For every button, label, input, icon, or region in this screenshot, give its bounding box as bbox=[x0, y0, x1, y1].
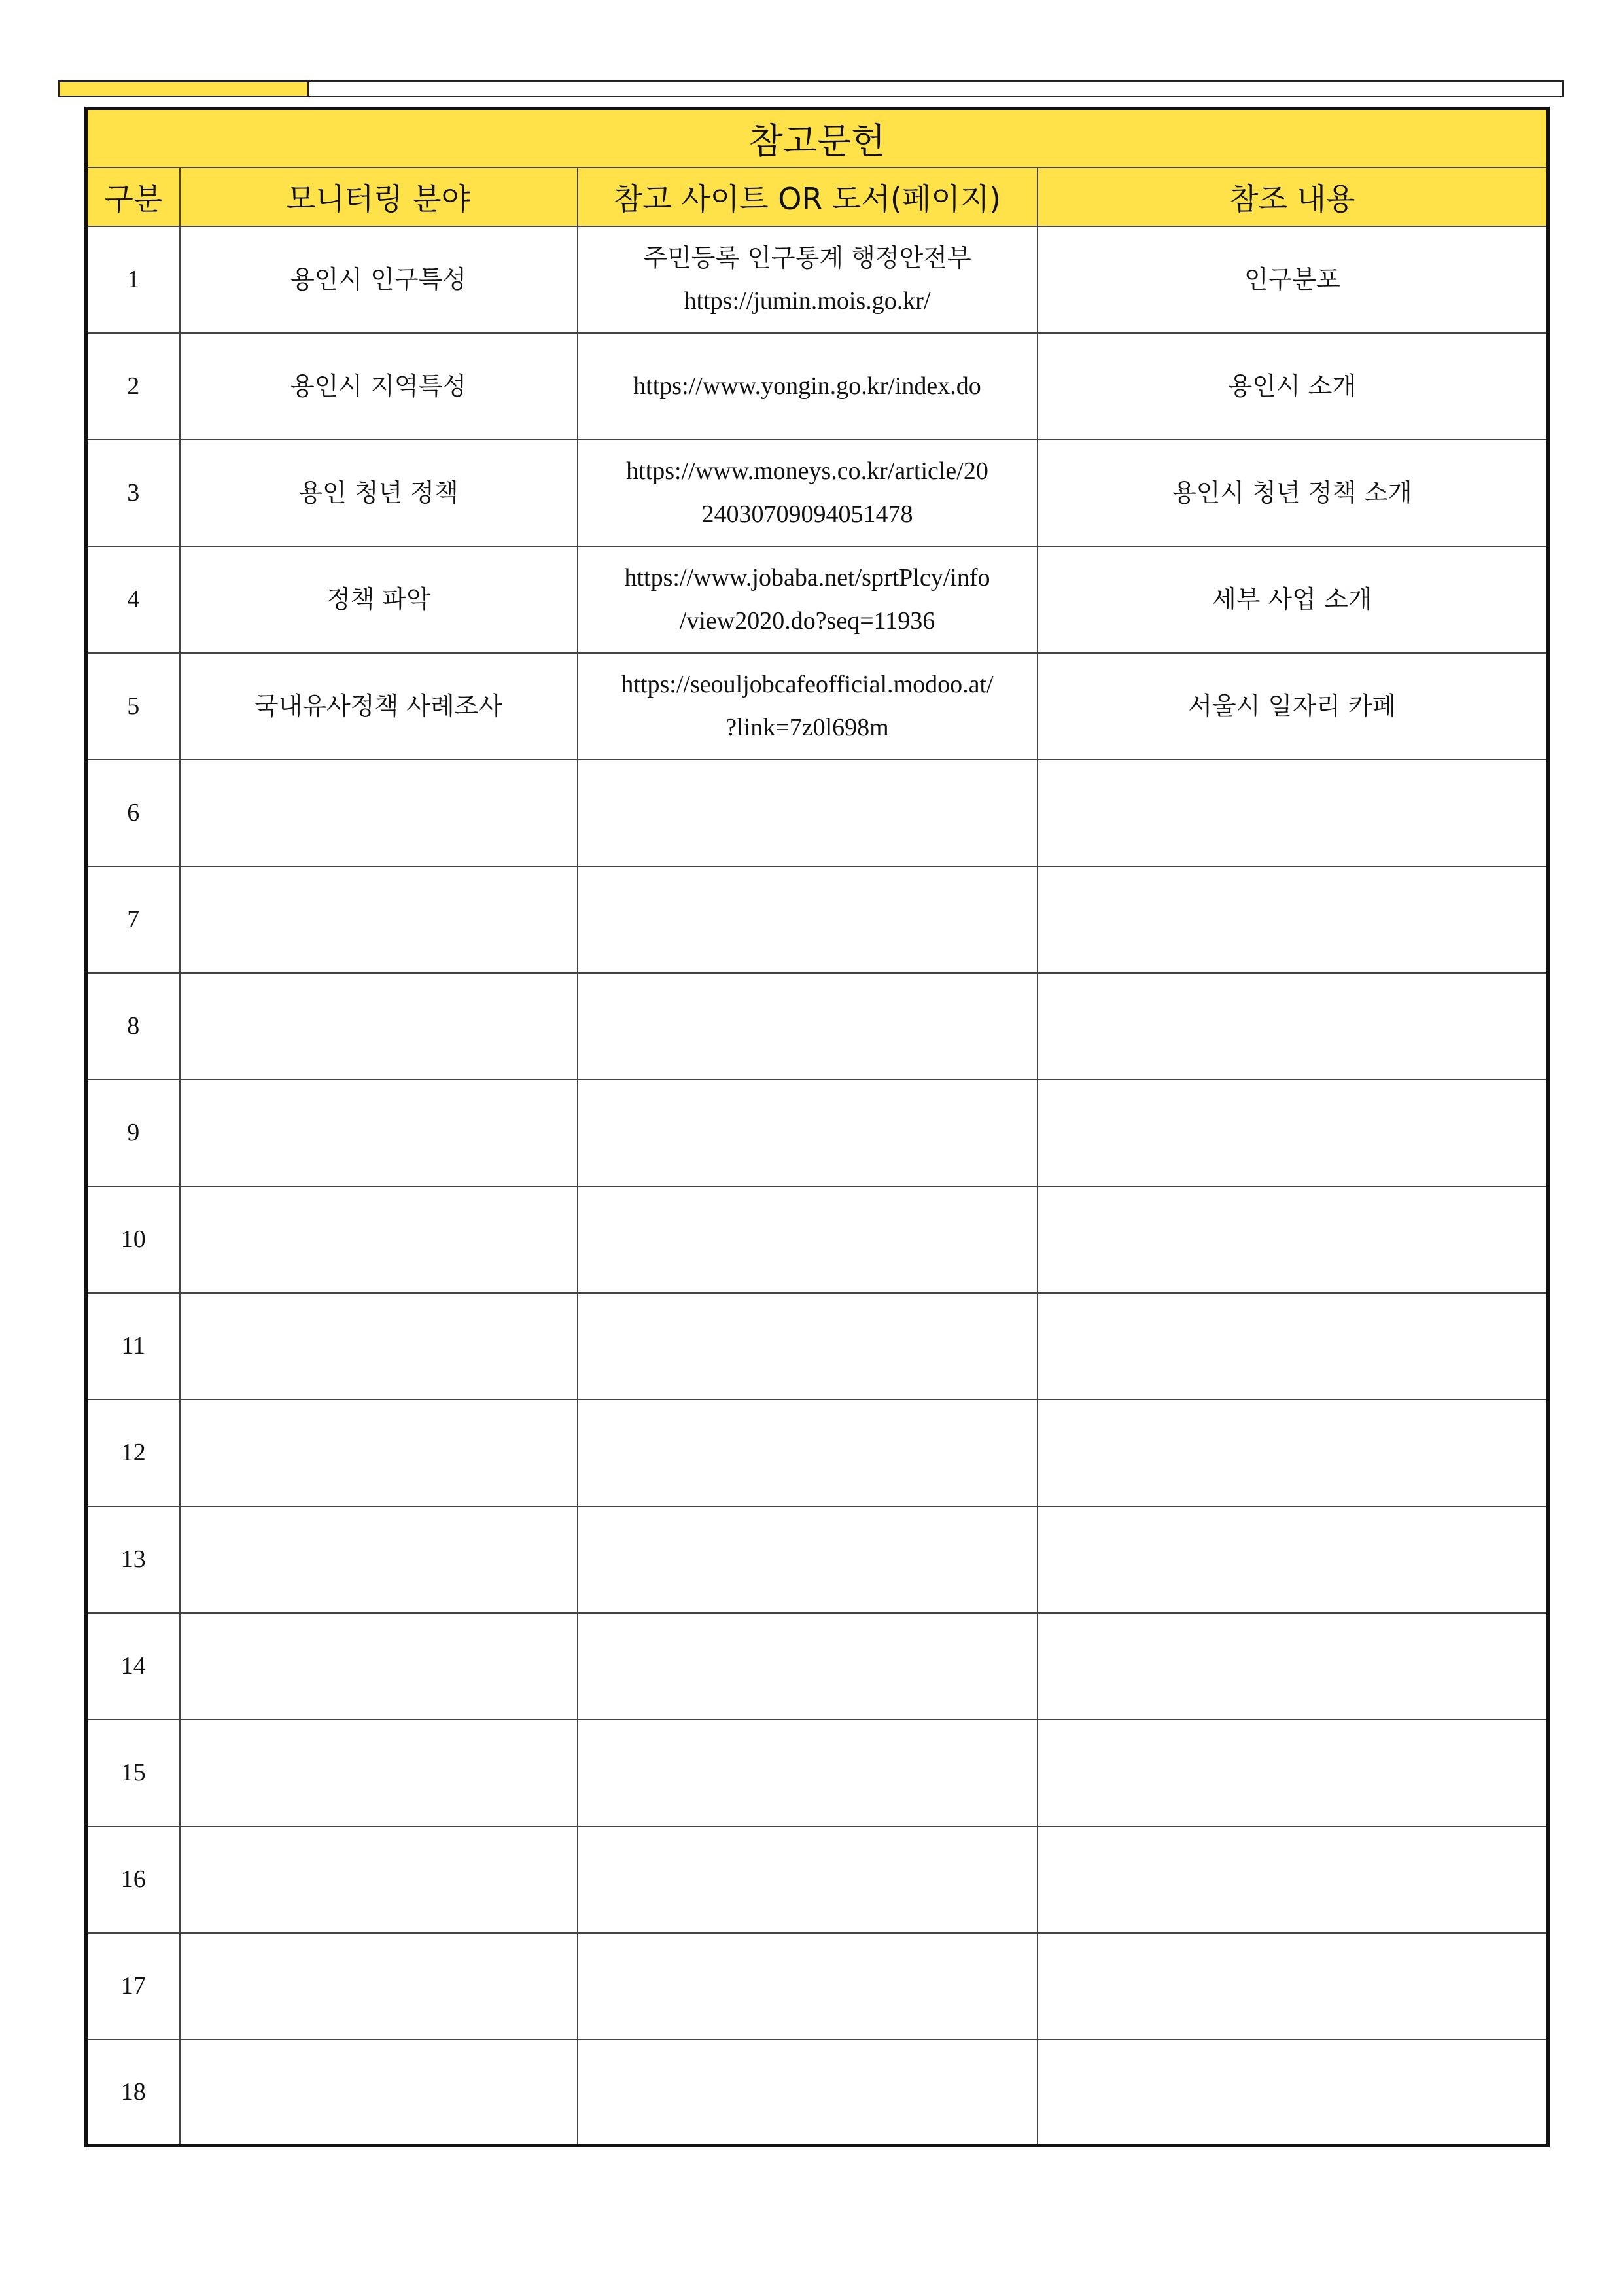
table-row bbox=[86, 2040, 1548, 2146]
row-number: 13 bbox=[86, 1506, 180, 1613]
row-source bbox=[578, 226, 1038, 333]
row-field: 용인시 지역특성 bbox=[180, 333, 578, 440]
row-source bbox=[578, 1186, 1038, 1293]
row-number: 1 bbox=[86, 226, 180, 333]
row-content bbox=[1038, 1400, 1548, 1506]
table-title: 참고문헌 bbox=[86, 109, 1548, 168]
row-content bbox=[1038, 866, 1548, 973]
row-content bbox=[1038, 1293, 1548, 1400]
table-row bbox=[86, 866, 1548, 973]
row-source bbox=[578, 973, 1038, 1080]
row-source-line2: 24030709094051478 bbox=[701, 501, 913, 528]
row-number: 8 bbox=[86, 973, 180, 1080]
row-number: 14 bbox=[86, 1613, 180, 1720]
table-row bbox=[86, 546, 1548, 653]
table-row bbox=[86, 760, 1548, 866]
row-source bbox=[578, 2040, 1038, 2146]
header-progress-fill bbox=[60, 82, 309, 96]
table-row bbox=[86, 1080, 1548, 1186]
row-field: 용인 청년 정책 bbox=[180, 440, 578, 546]
row-field: 정책 파악 bbox=[180, 546, 578, 653]
row-content bbox=[1038, 1933, 1548, 2040]
row-source bbox=[578, 1080, 1038, 1186]
row-field bbox=[180, 866, 578, 973]
row-field bbox=[180, 760, 578, 866]
row-source-line1: 주민등록 인구통계 행정안전부 bbox=[643, 243, 971, 272]
row-content: 용인시 청년 정책 소개 bbox=[1038, 440, 1548, 546]
table-title-row bbox=[86, 109, 1548, 168]
table-row bbox=[86, 1933, 1548, 2040]
row-content bbox=[1038, 760, 1548, 866]
row-number: 2 bbox=[86, 333, 180, 440]
row-field bbox=[180, 1506, 578, 1613]
table-row bbox=[86, 973, 1548, 1080]
row-source bbox=[578, 653, 1038, 760]
row-source-line2: https://jumin.mois.go.kr/ bbox=[684, 287, 931, 315]
row-content: 서울시 일자리 카페 bbox=[1038, 653, 1548, 760]
row-field bbox=[180, 1720, 578, 1826]
header-content: 참조 내용 bbox=[1038, 168, 1548, 226]
row-number: 15 bbox=[86, 1720, 180, 1826]
references-table bbox=[84, 107, 1550, 2147]
row-content: 세부 사업 소개 bbox=[1038, 546, 1548, 653]
row-content bbox=[1038, 1186, 1548, 1293]
table-row bbox=[86, 440, 1548, 546]
row-field bbox=[180, 1826, 578, 1933]
row-number: 18 bbox=[86, 2040, 180, 2146]
row-number: 3 bbox=[86, 440, 180, 546]
row-number: 4 bbox=[86, 546, 180, 653]
table-body bbox=[86, 226, 1548, 2146]
row-source bbox=[578, 866, 1038, 973]
row-number: 11 bbox=[86, 1293, 180, 1400]
table-row bbox=[86, 653, 1548, 760]
row-number: 17 bbox=[86, 1933, 180, 2040]
row-content bbox=[1038, 973, 1548, 1080]
row-number: 7 bbox=[86, 866, 180, 973]
row-content: 인구분포 bbox=[1038, 226, 1548, 333]
table-row bbox=[86, 1720, 1548, 1826]
row-source bbox=[578, 1506, 1038, 1613]
row-field: 용인시 인구특성 bbox=[180, 226, 578, 333]
row-source-line1: https://www.moneys.co.kr/article/20 bbox=[626, 457, 988, 485]
table-row bbox=[86, 1613, 1548, 1720]
row-content bbox=[1038, 1080, 1548, 1186]
row-content bbox=[1038, 1826, 1548, 1933]
row-content bbox=[1038, 1720, 1548, 1826]
table-row bbox=[86, 1400, 1548, 1506]
header-source: 참고 사이트 OR 도서(페이지) bbox=[578, 168, 1038, 226]
row-source bbox=[578, 760, 1038, 866]
row-number: 9 bbox=[86, 1080, 180, 1186]
row-number: 10 bbox=[86, 1186, 180, 1293]
row-source-line1: https://seouljobcafeofficial.modoo.at/ bbox=[621, 671, 994, 698]
row-source-line2: /view2020.do?seq=11936 bbox=[679, 607, 935, 635]
row-number: 12 bbox=[86, 1400, 180, 1506]
row-content: 용인시 소개 bbox=[1038, 333, 1548, 440]
row-source bbox=[578, 1400, 1038, 1506]
row-content bbox=[1038, 2040, 1548, 2146]
table-row bbox=[86, 333, 1548, 440]
row-field bbox=[180, 1400, 578, 1506]
row-source bbox=[578, 1933, 1038, 2040]
row-source bbox=[578, 1826, 1038, 1933]
row-field bbox=[180, 1080, 578, 1186]
row-number: 5 bbox=[86, 653, 180, 760]
row-source bbox=[578, 333, 1038, 440]
table-row bbox=[86, 1293, 1548, 1400]
row-source bbox=[578, 1613, 1038, 1720]
row-source-line2: ?link=7z0l698m bbox=[725, 714, 889, 741]
table-header-row bbox=[86, 168, 1548, 226]
table-row bbox=[86, 1506, 1548, 1613]
row-field bbox=[180, 1613, 578, 1720]
row-field bbox=[180, 2040, 578, 2146]
header-number: 구분 bbox=[86, 168, 180, 226]
row-source bbox=[578, 1720, 1038, 1826]
row-number: 6 bbox=[86, 760, 180, 866]
row-field: 국내유사정책 사례조사 bbox=[180, 653, 578, 760]
row-field bbox=[180, 1186, 578, 1293]
header-field: 모니터링 분야 bbox=[180, 168, 578, 226]
row-number: 16 bbox=[86, 1826, 180, 1933]
row-source bbox=[578, 1293, 1038, 1400]
table-row bbox=[86, 1826, 1548, 1933]
row-content bbox=[1038, 1613, 1548, 1720]
row-source bbox=[578, 546, 1038, 653]
row-source-line1: https://www.jobaba.net/sprtPlcy/info bbox=[624, 564, 990, 592]
row-field bbox=[180, 973, 578, 1080]
table-row bbox=[86, 226, 1548, 333]
row-source-line1: https://www.yongin.go.kr/index.do bbox=[633, 372, 981, 400]
row-source bbox=[578, 440, 1038, 546]
row-field bbox=[180, 1293, 578, 1400]
row-field bbox=[180, 1933, 578, 2040]
table-row bbox=[86, 1186, 1548, 1293]
header-progress-bar bbox=[58, 80, 1564, 97]
row-content bbox=[1038, 1506, 1548, 1613]
